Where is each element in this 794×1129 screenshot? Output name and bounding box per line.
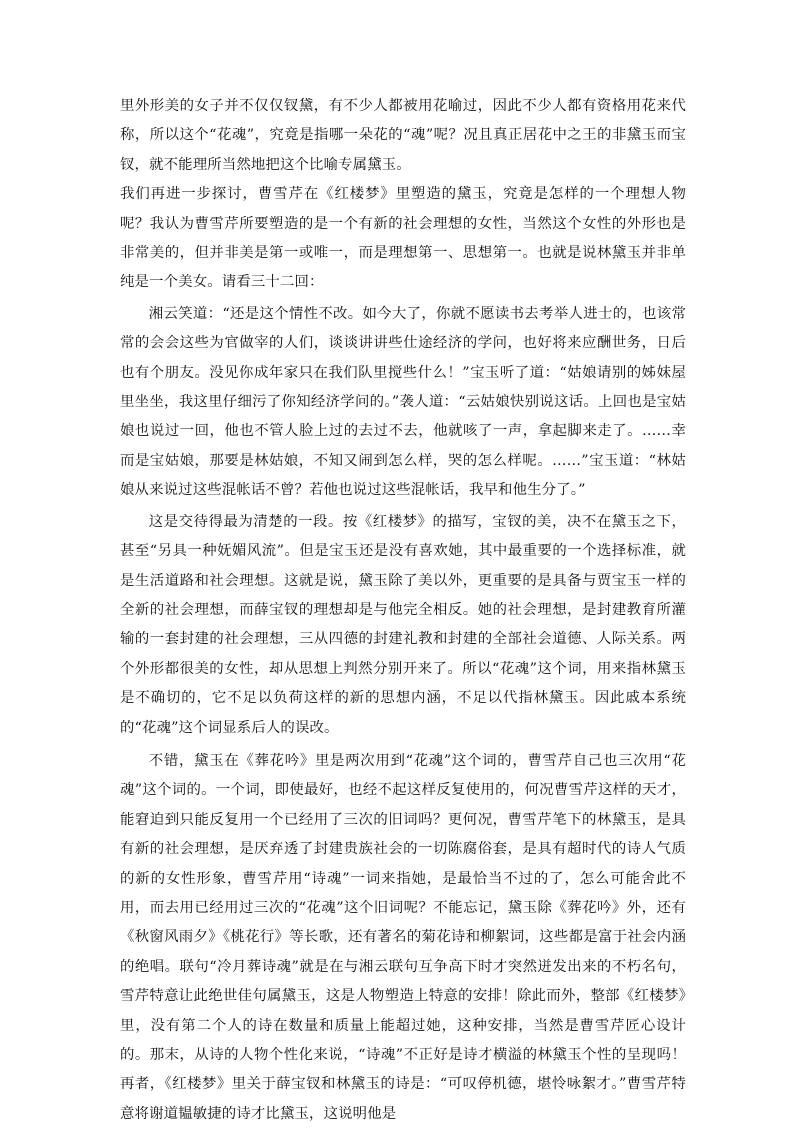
paragraph-quotation: 湘云笑道：“还是这个情性不改。如今大了，你就不愿读书去考举人进士的，也该常常的会会这些为官做宰的人们，谈谈讲讲些仕途经济的学问，也好将来应酬世务，日后也有个朋友。没见你成年家只在我们队里搅些什么！”宝玉听了道：“姑娘请别的姊妹屋里坐坐，我这里仔细污了你知经济学问的。”袭人道：“云姑娘快别说这话。上回也是宝姑娘也说过一回，他也不管人脸上过的去过不去，他就咳了一声，拿起脚来走了。……幸而是宝姑娘，那要是林姑娘，不知又闹到怎么样，哭的怎么样呢。……”宝玉道：“林姑娘从来说过这些混帐话不曾？若他也说过这些混帐话，我早和他生分了。” (120, 305, 686, 499)
document-body (120, 92, 686, 1129)
paragraph-analysis: 这是交待得最为清楚的一段。按《红楼梦》的描写，宝钗的美，决不在黛玉之下，甚至“另具一种妩媚风流”。但是宝玉还是没有喜欢她，其中最重要的一个选择标准，就是生活道路和社会理想。这就是说，黛玉除了美以外，更重要的是具备与贾宝玉一样的全新的社会理想，而薛宝钗的理想却是与他完全相反。她的社会理想，是封建教育所灌输的一套封建的社会理想，三从四德的封建礼教和封建的全部社会道德、人际关系。两个外形都很美的女性，却从思想上判然分别开来了。所以“花魂”这个词，用来指林黛玉是不确切的，它不足以负荷这样的新的思想内涵，不足以代指林黛玉。因此戚本系统的“花魂”这个词显系后人的误改。 (120, 513, 686, 736)
paragraph-argument: 不错，黛玉在《葬花吟》里是两次用到“花魂”这个词的，曹雪芹自己也三次用“花魂”这个词的。一个词，即使最好，也经不起这样反复使用的，何况曹雪芹这样的天才，能窘迫到只能反复用一个已经用了三次的旧词吗？更何况，曹雪芹笔下的林黛玉，是具有新的社会理想，是厌弃透了封建贵族社会的一切陈腐俗套，是具有超时代的诗人气质的新的女性形象，曹雪芹用“诗魂”一词来指她，是最恰当不过的了，怎么可能舍此不用，而去用已经用过三次的“花魂”这个旧词呢？不能忘记，黛玉除《葬花吟》外，还有《秋窗风雨夕》《桃花行》等长歌，还有著名的菊花诗和柳絮词，这些都是富于社会内涵的绝唱。联句“冷月葬诗魂”就是在与湘云联句互争高下时才突然迸发出来的不朽名句，雪芹特意让此绝世佳句属黛玉，这是人物塑造上特意的安排！除此而外，整部《红楼梦》里，没有第二个人的诗在数量和质量上能超过她，这种安排，当然是曹雪芹匠心设计的。那末，从诗的人物个性化来说，“诗魂”不正好是诗才横溢的林黛玉个性的呈现吗！再者，《红楼梦》里关于薛宝钗和林黛玉的诗是：“可叹停机德，堪怜咏絮才。”曹雪芹特意将谢道韫敏捷的诗才比黛玉，这说明他是 (120, 752, 686, 1122)
paragraph-opening: 里外形美的女子并不仅仅钗黛，有不少人都被用花喻过，因此不少人都有资格用花来代称，所以这个“花魂”，究竟是指哪一朵花的“魂”呢？况且真正居花中之王的非黛玉而宝钗，就不能理所当然地把这个比喻专属黛玉。 (120, 98, 686, 173)
paragraph-inquiry: 我们再进一步探讨，曹雪芹在《红楼梦》里塑造的黛玉，究竟是怎样的一个理想人物呢？我认为曹雪芹所要塑造的是一个有新的社会理想的女性，当然这个女性的外形也是非常美的，但并非美是第一或唯一，而是理想第一、思想第一。也就是说林黛玉并非单纯是一个美女。请看三十二回： (120, 186, 686, 291)
